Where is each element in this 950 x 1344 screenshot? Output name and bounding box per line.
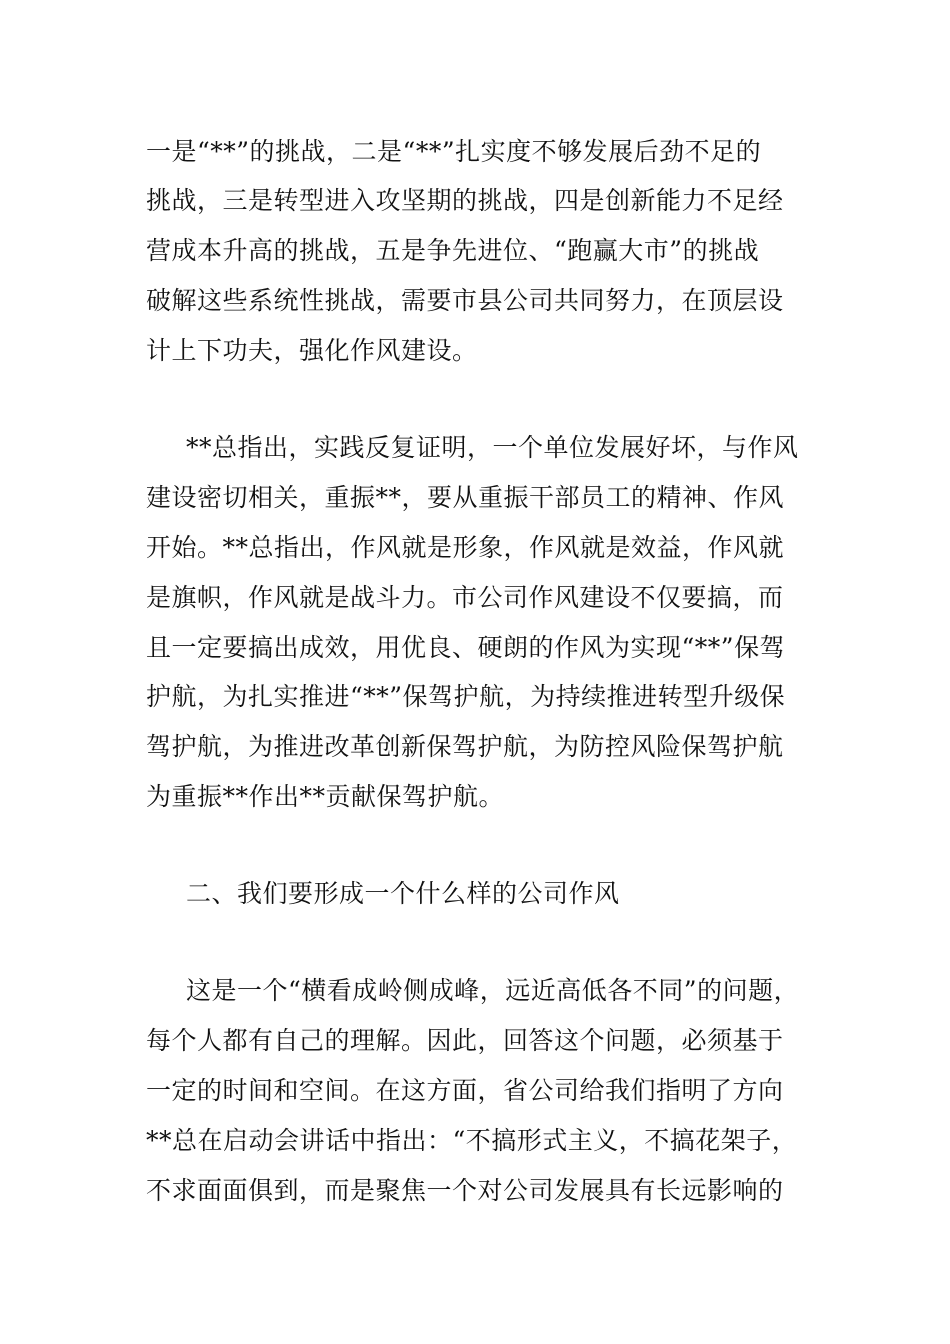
text-line: 驾护航，为推进改革创新保驾护航，为防控风险保驾护航 — [146, 732, 784, 761]
text-line: 计上下功夫，强化作风建设。 — [146, 336, 478, 365]
text-line: 挑战，三是转型进入攻坚期的挑战，四是创新能力不足经 — [146, 186, 784, 215]
text-line: 是旗帜，作风就是战斗力。市公司作风建设不仅要搞，而 — [146, 583, 784, 612]
text-line: 建设密切相关，重振**，要从重振干部员工的精神、作风 — [146, 483, 785, 512]
text-line: 开始。**总指出，作风就是形象，作风就是效益，作风就 — [146, 533, 785, 562]
text-line: 护航，为扎实推进“**”保驾护航，为持续推进转型升级保 — [146, 682, 786, 711]
section-heading: 二、我们要形成一个什么样的公司作风 — [186, 879, 620, 908]
text-line: **总指出，实践反复证明，一个单位发展好坏，与作风 — [186, 433, 799, 462]
text-line: 一是“**”的挑战，二是“**”扎实度不够发展后劲不足的 — [146, 137, 762, 166]
text-line: 不求面面俱到，而是聚焦一个对公司发展具有长远影响的 — [146, 1176, 784, 1205]
text-line: **总在启动会讲话中指出：“不搞形式主义，不搞花架子， — [146, 1126, 798, 1155]
text-line: 营成本升高的挑战，五是争先进位、“跑赢大市”的挑战 — [146, 236, 760, 265]
text-line: 一定的时间和空间。在这方面，省公司给我们指明了方向 — [146, 1076, 784, 1105]
text-line: 每个人都有自己的理解。因此，回答这个问题，必须基于 — [146, 1026, 784, 1055]
text-line: 且一定要搞出成效，用优良、硬朗的作风为实现“**”保驾 — [146, 633, 786, 662]
text-line: 破解这些系统性挑战，需要市县公司共同努力，在顶层设 — [146, 286, 784, 315]
text-line: 为重振**作出**贡献保驾护航。 — [146, 782, 505, 811]
text-line: 这是一个“横看成岭侧成峰，远近高低各不同”的问题， — [186, 976, 800, 1005]
